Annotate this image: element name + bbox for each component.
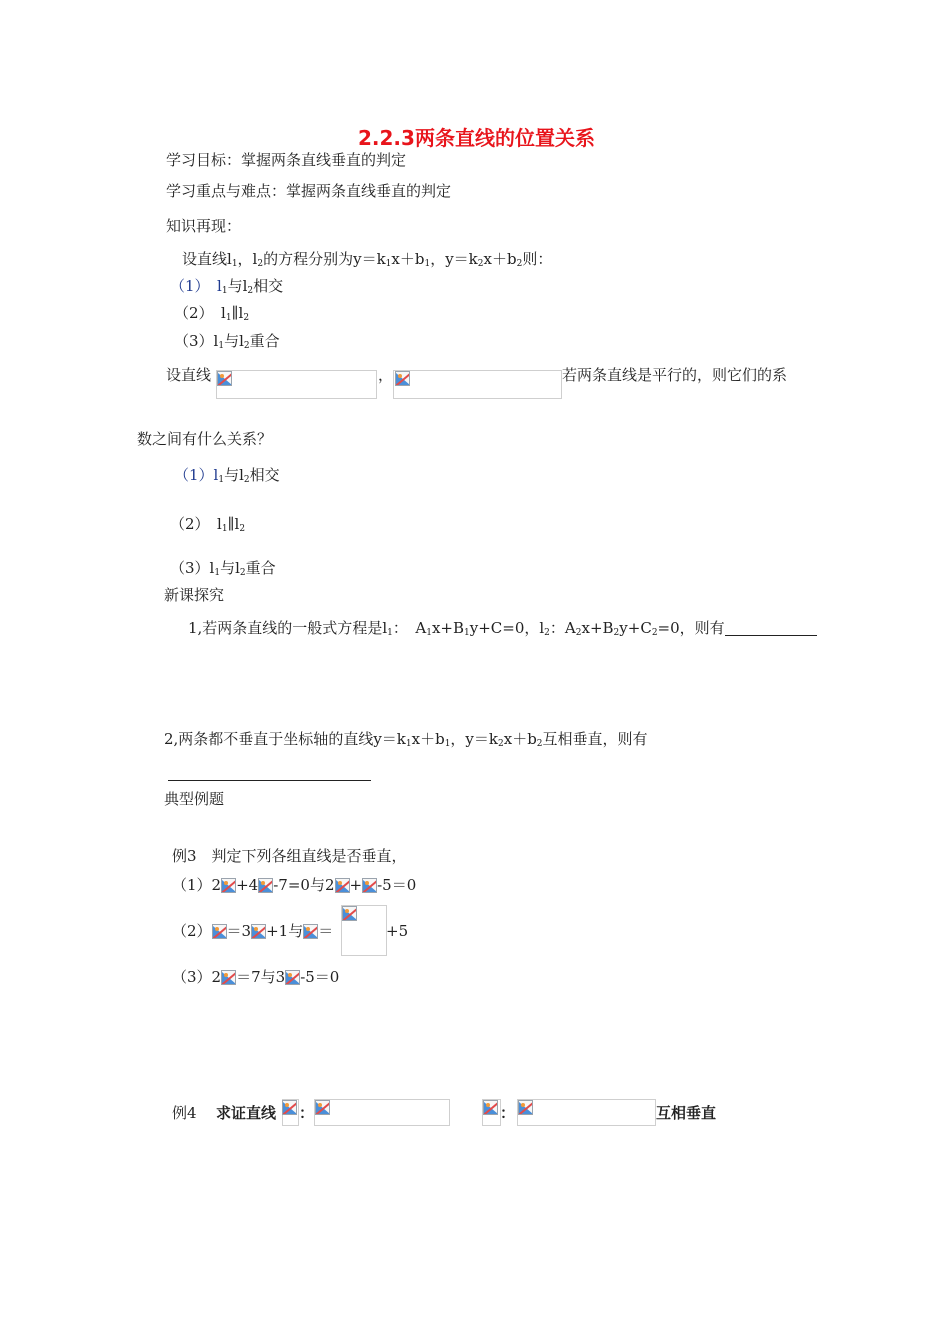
example-3-part-2-tail: +5 bbox=[386, 922, 409, 940]
question-item-coincide: $(3)l_1$与$l_2$重合 bbox=[170, 559, 276, 578]
formula-image-box bbox=[393, 370, 562, 399]
broken-image-icon bbox=[303, 924, 318, 939]
formula-image-box bbox=[314, 1099, 450, 1126]
page-title: 2.2.3两条直线的位置关系 bbox=[358, 126, 595, 150]
broken-image-icon bbox=[285, 970, 300, 985]
broken-image-icon bbox=[282, 1100, 297, 1115]
question-lead: 设直线 bbox=[166, 366, 212, 384]
example-4-tail: 互相垂直 bbox=[656, 1104, 717, 1122]
learning-focus: 学习重点与难点：掌握两条直线垂直的判定 bbox=[166, 182, 452, 200]
question-comma: ， bbox=[378, 366, 394, 384]
example-4-lead: 求证直线 bbox=[216, 1104, 277, 1122]
broken-image-icon bbox=[315, 1100, 330, 1115]
explore-heading: 新课探究 bbox=[164, 586, 225, 604]
broken-image-icon bbox=[342, 906, 357, 921]
question-continued: 数之间有什么关系？ bbox=[137, 430, 273, 448]
example-3-part-1: （1）2 +4 -7=0与2 + -5＝0 bbox=[172, 876, 417, 894]
broken-image-icon bbox=[251, 924, 266, 939]
review-intro: 设直线$l_1$，$l_2$的方程分别为$y=k_1x+b_1$，$y=k_2x+b_2$则： bbox=[182, 250, 553, 269]
question-item-parallel: （2） $l_1\parallel l_2$ bbox=[170, 515, 246, 534]
broken-image-icon bbox=[518, 1100, 533, 1115]
broken-image-icon bbox=[335, 878, 350, 893]
example-3-title: 例3 判定下列各组直线是否垂直， bbox=[172, 847, 407, 865]
broken-image-icon bbox=[258, 878, 273, 893]
review-item-parallel: （2） $l_1\parallel l_2$ bbox=[174, 304, 250, 323]
answer-blank[interactable] bbox=[168, 780, 371, 781]
broken-image-icon bbox=[395, 371, 410, 386]
example-3-part-3: （3）2 ＝7与3 -5＝0 bbox=[172, 968, 340, 986]
broken-image-icon bbox=[362, 878, 377, 893]
answer-blank[interactable] bbox=[725, 619, 817, 636]
broken-image-icon bbox=[221, 878, 236, 893]
review-item-coincide: $(3)l_1$与$l_2$重合 bbox=[174, 332, 280, 351]
question-tail: 若两条直线是平行的，则它们的系 bbox=[562, 366, 788, 384]
formula-image-box bbox=[517, 1099, 656, 1126]
question-item-intersect: $(1)l_1$与$l_2$相交 bbox=[174, 466, 280, 485]
review-heading: 知识再现： bbox=[166, 217, 242, 235]
example-4-label: 例4 bbox=[172, 1104, 197, 1122]
explore-question-2: 2,两条都不垂直于坐标轴的直线$y=k_1x+b_1$，$y=k_2x+b_2$互相垂直，则有 bbox=[164, 730, 648, 749]
explore-question-1: 1,若两条直线的一般式方程是$l_1$： $A_1x+B_1y+C=0$，$l_2$：$A_2x+B_2y+C_2=0$，则有 bbox=[188, 618, 817, 643]
example-3-part-2: （2） ＝3 +1与 ＝ bbox=[172, 922, 334, 940]
formula-image-box bbox=[216, 370, 377, 399]
example-4-colon: ： bbox=[299, 1104, 315, 1122]
learning-goal: 学习目标：掌握两条直线垂直的判定 bbox=[166, 151, 407, 169]
review-item-intersect: （1） $l_1$与$l_2$相交 bbox=[170, 277, 284, 296]
broken-image-icon bbox=[483, 1100, 498, 1115]
broken-image-icon bbox=[212, 924, 227, 939]
example-4-colon: ： bbox=[500, 1104, 516, 1122]
broken-image-icon bbox=[221, 970, 236, 985]
broken-image-icon bbox=[217, 371, 232, 386]
examples-heading: 典型例题 bbox=[164, 790, 225, 808]
